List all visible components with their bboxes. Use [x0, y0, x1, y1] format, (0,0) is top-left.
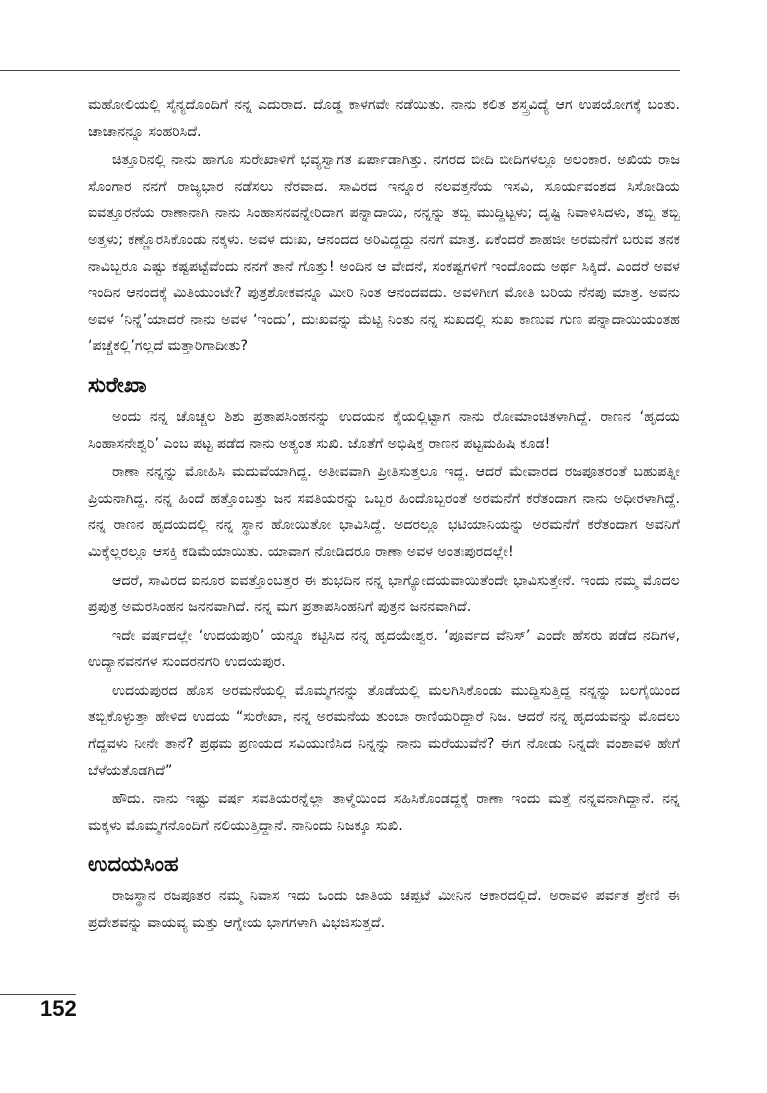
page-content — [88, 92, 680, 939]
paragraph: ರಾಣಾ ನನ್ನನ್ನು ಮೋಹಿಸಿ ಮದುವೆಯಾಗಿದ್ದ. ಅತೀವವಾಗಿ ಪ್ರೀತಿಸುತ್ತಲೂ ಇದ್ದ. ಆದರೆ ಮೇವಾರದ ರಜಪೂತರಂತೆ ಬಹುಪತ್ನೀ ಪ್ರಿಯನಾಗಿದ್ದ. ನನ್ನ ಹಿಂದೆ ಹತ್ತೊಂಬತ್ತು ಜನ ಸವತಿಯರನ್ನು ಒಬ್ಬರ ಹಿಂದೊಬ್ಬರಂತೆ ಅರಮನೆಗೆ ಕರೆತಂದಾಗ ನಾನು ಅಧೀರಳಾಗಿದ್ದೆ. ನನ್ನ ರಾಣನ ಹೃದಯದಲ್ಲಿ ನನ್ನ ಸ್ಥಾನ ಹೋಯಿತೋ ಭಾವಿಸಿದ್ದೆ. ಅದರಲ್ಲೂ ಭಟಿಯಾನಿಯನ್ನು ಅರಮನೆಗೆ ಕರೆತಂದಾಗ ಅವನಿಗೆ ಮಿಕ್ಕೆಲ್ಲರಲ್ಲೂ ಆಸಕ್ತಿ ಕಡಿಮೆಯಾಯಿತು. ಯಾವಾಗ ನೋಡಿದರೂ ರಾಣಾ ಅವಳ ಅಂತಃಪುರದಲ್ಲೇ! — [88, 464, 680, 560]
paragraph: ಮಹೋಲಿಯಲ್ಲಿ ಸೈನ್ಯದೊಂದಿಗೆ ನನ್ನ ಎದುರಾದ. ದೊಡ್ಡ ಕಾಳಗವೇ ನಡೆಯಿತು. ನಾನು ಕಲಿತ ಶಸ್ತ್ರವಿದ್ಯೆ ಆಗ ಉಪಯೋಗಕ್ಕೆ ಬಂತು. ಚಾಚಾನನ್ನೂ ಸಂಹರಿಸಿದೆ. — [88, 97, 680, 140]
top-rule — [0, 70, 680, 71]
section-heading-surekha: ಸುರೇಖಾ — [88, 372, 147, 397]
paragraph: ಚಿತ್ತೂರಿನಲ್ಲಿ ನಾನು ಹಾಗೂ ಸುರೇಖಾಳಿಗೆ ಭವ್ಯಸ್ವಾಗತ ಏರ್ಪಾಡಾಗಿತ್ತು. ನಗರದ ಬೀದಿ ಬೀದಿಗಳಲ್ಲೂ ಅಲಂಕಾರ. ಅಖಿಯ ರಾಜ ಸೊಂಗಾರ ನನಗೆ ರಾಜ್ಯಭಾರ ನಡೆಸಲು ನೆರವಾದ. ಸಾವಿರದ ಇನ್ನೂರ ನಲವತ್ತನೆಯ ಇಸವಿ, ಸೂರ್ಯವಂಶದ ಸಿಸೋಡಿಯ ಐವತ್ತೂರನೆಯ ರಾಣಾನಾಗಿ ನಾನು ಸಿಂಹಾಸನವನ್ನೇರಿದಾಗ ಪನ್ನಾದಾಯಿ, ನನ್ನನ್ನು ತಬ್ಬಿ ಮುದ್ದಿಟ್ಟಳು; ದೃಷ್ಟಿ ನಿವಾಳಿಸಿದಳು, ತಬ್ಬಿ ತಬ್ಬಿ ಅತ್ತಳು; ಕಣ್ಣೊರಸಿಕೊಂಡು ನಕ್ಕಳು. ಅವಳ ದುಃಖ, ಆನಂದದ ಅರಿವಿದ್ದದ್ದು ನನಗೆ ಮಾತ್ರ. ಏಕೆಂದರೆ ಶಾಹಜೀ ಅರಮನೆಗೆ ಬರುವ ತನಕ ನಾವಿಬ್ಬರೂ ಎಷ್ಟು ಕಷ್ಟಪಟ್ಟೆವೆಂದು ನನಗೆ ತಾನೆ ಗೊತ್ತು! ಅಂದಿನ ಆ ವೇದನೆ, ಸಂಕಷ್ಟಗಳಿಗೆ ಇಂದೊಂದು ಅರ್ಥ ಸಿಕ್ಕಿದೆ. ಎಂದರೆ ಅವಳ ಇಂದಿನ ಆನಂದಕ್ಕೆ ಮಿತಿಯುಂಟೇ? ಪುತ್ರಶೋಕವನ್ನೂ ಮೀರಿ ನಿಂತ ಆನಂದವದು. ಅವಳಿಗೀಗ ಮೋತಿ ಬರಿಯ ನೆನಪು ಮಾತ್ರ. ಅವನು ಅವಳ ‘ನಿನ್ನೆ’ಯಾದರೆ ನಾನು ಅವಳ ‘ಇಂದು’, ದುಃಖವನ್ನು ಮೆಟ್ಟಿ ನಿಂತು ನನ್ನ ಸುಖದಲ್ಲಿ ಸುಖ ಕಾಣುವ ಗುಣ ಪನ್ನಾದಾಯಿಯಂತಹ ‘ಪಚ್ಚೆಕಲ್ಲಿ’ಗಲ್ಲದೆ ಮತ್ತಾರಿಗಾದೀತು? — [88, 152, 680, 355]
paragraph: ಉದಯಪುರದ ಹೊಸ ಅರಮನೆಯಲ್ಲಿ ಮೊಮ್ಮಗನನ್ನು ತೊಡೆಯಲ್ಲಿ ಮಲಗಿಸಿಕೊಂಡು ಮುದ್ದಿಸುತ್ತಿದ್ದ ನನ್ನನ್ನು ಬಲಗೈಯಿಂದ ತಬ್ಬಿಕೊಳ್ಳುತ್ತಾ ಹೇಳಿದ ಉದಯ “ಸುರೇಖಾ, ನನ್ನ ಅರಮನೆಯ ತುಂಬಾ ರಾಣಿಯರಿದ್ದಾರೆ ನಿಜ. ಆದರೆ ನನ್ನ ಹೃದಯವನ್ನು ಮೊದಲು ಗೆದ್ದವಳು ನೀನೇ ತಾನೆ? ಪ್ರಥಮ ಪ್ರಣಯದ ಸವಿಯುಣಿಸಿದ ನಿನ್ನನ್ನು ನಾನು ಮರೆಯುವೆನೆ? ಈಗ ನೋಡು ನಿನ್ನದೇ ವಂಶಾವಳಿ ಹೇಗೆ ಬೆಳೆಯತೊಡಗಿದೆ” — [88, 682, 680, 779]
page-number: 152 — [40, 996, 77, 1021]
paragraph: ಹೌದು. ನಾನು ಇಷ್ಟು ವರ್ಷ ಸವತಿಯರನ್ನೆಲ್ಲಾ ತಾಳ್ಮೆಯಿಂದ ಸಹಿಸಿಕೊಂಡದ್ದಕ್ಕೆ ರಾಣಾ ಇಂದು ಮತ್ತೆ ನನ್ನವನಾಗಿದ್ದಾನೆ. ನನ್ನ ಮಕ್ಕಳು ಮೊಮ್ಮಗನೊಂದಿಗೆ ನಲಿಯುತ್ತಿದ್ದಾನೆ. ನಾನಿಂದು ನಿಜಕ್ಕೂ ಸುಖಿ. — [88, 791, 680, 834]
paragraph: ಅಂದು ನನ್ನ ಚೊಚ್ಚಲ ಶಿಶು ಪ್ರತಾಪಸಿಂಹನನ್ನು ಉದಯನ ಕೈಯಲ್ಲಿಟ್ಟಾಗ ನಾನು ರೋಮಾಂಚಿತಳಾಗಿದ್ದೆ. ರಾಣನ ‘ಹೃದಯ ಸಿಂಹಾಸನೇಶ್ವರಿ’ ಎಂಬ ಪಟ್ಟ ಪಡೆದ ನಾನು ಅತ್ಯಂತ ಸುಖಿ. ಜೊತೆಗೆ ಅಭಿಷಿಕ್ತ ರಾಣನ ಪಟ್ಟಮಹಿಷಿ ಕೂಡ! — [88, 408, 680, 452]
paragraph: ರಾಜಸ್ಥಾನ ರಜಪೂತರ ನಮ್ಮ ನಿವಾಸ ಇದು ಒಂದು ಜಾತಿಯ ಚಪ್ಪಟೆ ಮೀನಿನ ಆಕಾರದಲ್ಲಿದೆ. ಅರಾವಳಿ ಪರ್ವತ ಶ್ರೇಣಿ ಈ ಪ್ರದೇಶವನ್ನು ವಾಯವ್ಯ ಮತ್ತು ಆಗ್ನೇಯ ಭಾಗಗಳಾಗಿ ವಿಭಜಿಸುತ್ತದೆ. — [88, 888, 680, 932]
section-heading-udayasimha: ಉದಯಸಿಂಹ — [88, 852, 179, 877]
paragraph: ಇದೇ ವರ್ಷದಲ್ಲೇ ‘ಉದಯಪುರಿ’ ಯನ್ನೂ ಕಟ್ಟಿಸಿದ ನನ್ನ ಹೃದಯೇಶ್ವರ. ‘ಪೂರ್ವದ ವೆನಿಸ್’ ಎಂದೇ ಹೆಸರು ಪಡೆದ ನದಿಗಳ, ಉದ್ಯಾನವನಗಳ ಸುಂದರನಗರಿ ಉದಯಪುರ. — [88, 627, 680, 671]
paragraph: ಆದರೆ, ಸಾವಿರದ ಐನೂರ ಐವತ್ತೊಂಬತ್ತರ ಈ ಶುಭದಿನ ನನ್ನ ಭಾಗ್ಯೋದಯವಾಯಿತೆಂದೇ ಭಾವಿಸುತ್ತೇನೆ. ಇಂದು ನಮ್ಮ ಮೊದಲ ಪ್ರಪುತ್ರ ಅಮರಸಿಂಹನ ಜನನವಾಗಿದೆ. ನನ್ನ ಮಗ ಪ್ರತಾಪಸಿಂಹನಿಗೆ ಪುತ್ರನ ಜನನವಾಗಿದೆ. — [88, 572, 680, 616]
